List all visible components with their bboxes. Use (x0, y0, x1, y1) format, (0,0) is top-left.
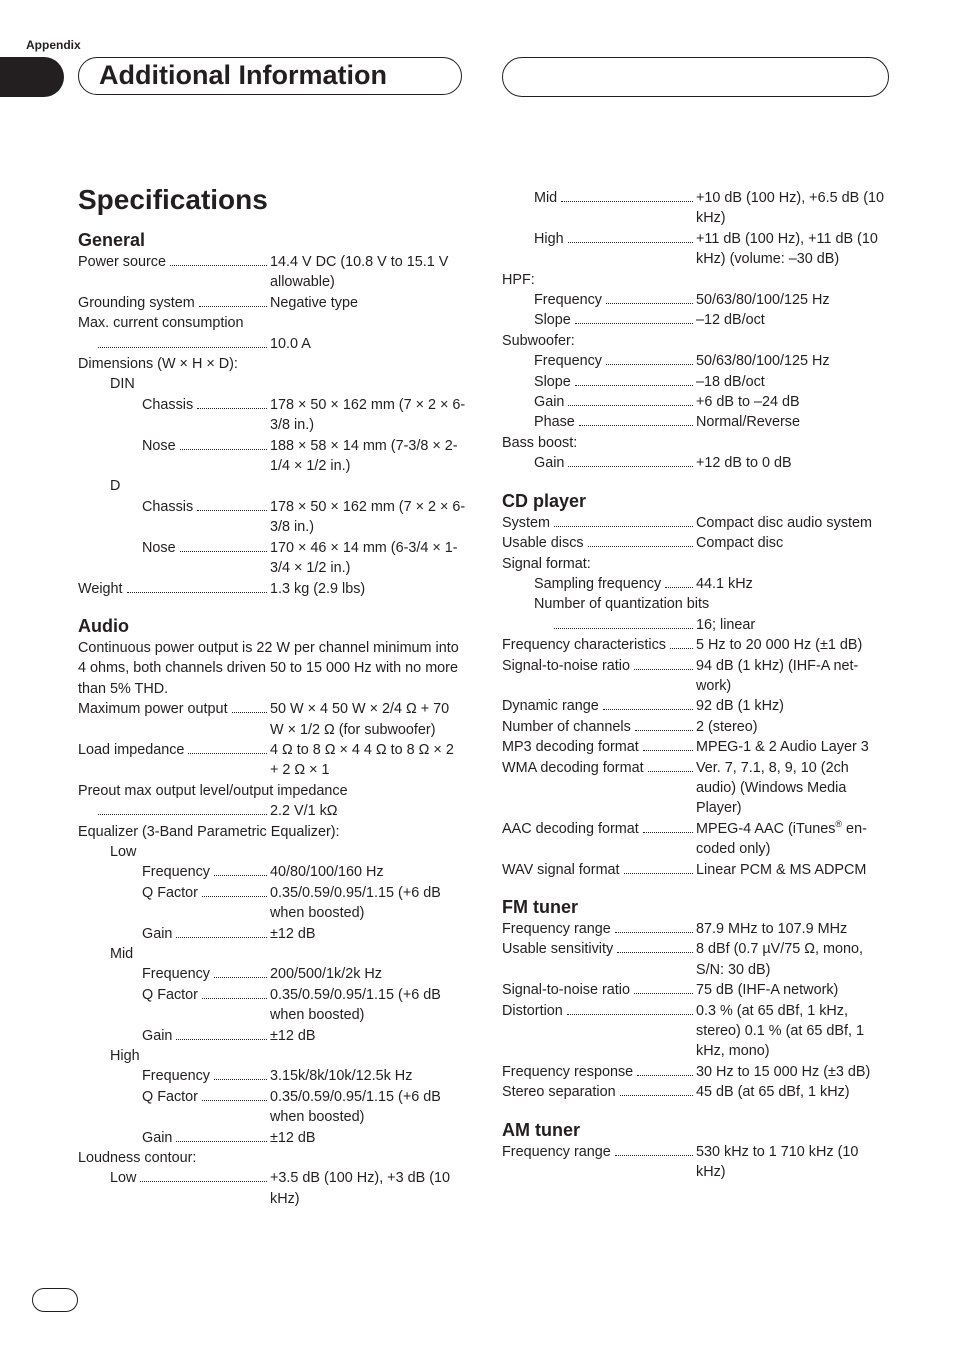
spec-row (502, 229, 890, 270)
right-column (502, 188, 890, 1182)
spec-row (78, 395, 466, 436)
spec-value: +6 dB to –24 dB (696, 394, 800, 411)
spec-value: 40/80/100/160 Hz (270, 864, 384, 881)
spec-label: AAC decoding format (502, 820, 639, 837)
spec-value: 94 dB (1 kHz) (IHF-A net-work) (696, 657, 859, 694)
spec-label: Maximum power output (78, 701, 228, 718)
spec-row (502, 656, 890, 697)
spec-value: 44.1 kHz (696, 575, 753, 592)
spec-value: ±12 dB (270, 925, 316, 942)
spec-label: Gain (142, 1027, 173, 1044)
spec-value: 0.35/0.59/0.95/1.15 (+6 dB when boosted) (270, 1088, 441, 1126)
spec-label: Equalizer (3-Band Parametric Equalizer): (78, 823, 340, 840)
spec-label: Chassis (142, 396, 194, 413)
spec-row (78, 985, 466, 1026)
spec-label: Chassis (142, 498, 194, 515)
spec-value: 45 dB (at 65 dBf, 1 kHz) (696, 1084, 850, 1101)
spec-row (78, 436, 466, 477)
spec-row (78, 801, 466, 821)
spec-row (502, 574, 890, 594)
spec-label: Slope (534, 373, 571, 390)
spec-value: ±12 dB (270, 1027, 316, 1044)
spec-label: Subwoofer: (502, 332, 575, 349)
spec-label: Q Factor (142, 1088, 198, 1105)
page-title: Specifications (78, 184, 268, 215)
spec-label: Q Factor (142, 884, 198, 901)
spec-row (502, 1142, 890, 1183)
spec-label: Nose (142, 539, 176, 556)
spec-label: Distortion (502, 1002, 563, 1019)
spec-value: Negative type (270, 294, 358, 311)
section-heading-am-tuner: AM tuner (502, 1119, 580, 1140)
spec-value: 50/63/80/100/125 Hz (696, 292, 830, 309)
spec-group-label: Mid (110, 946, 134, 962)
spec-row (502, 819, 890, 860)
spec-label: Gain (534, 394, 565, 411)
spec-value: 16; linear (696, 616, 756, 633)
spec-value: 4 Ω to 8 Ω × 4 4 Ω to 8 Ω × 2 + 2 Ω × 1 (270, 741, 454, 779)
spec-value: –18 dB/oct (696, 373, 765, 390)
spec-value: 0.35/0.59/0.95/1.15 (+6 dB when boosted) (270, 884, 441, 922)
spec-value (696, 819, 890, 860)
registered-mark: ® (835, 818, 843, 829)
spec-label: System (502, 514, 550, 531)
spec-value: 1.3 kg (2.9 lbs) (270, 580, 366, 597)
spec-row (502, 1001, 890, 1062)
spec-row (502, 188, 890, 229)
spec-label: Frequency characteristics (502, 637, 666, 654)
spec-row (502, 758, 890, 819)
spec-label: Sampling frequency (534, 575, 662, 592)
spec-label: Number of quantization bits (534, 596, 710, 613)
spec-value: Linear PCM & MS ADPCM (696, 861, 867, 878)
spec-label: Frequency (142, 1068, 210, 1085)
spec-row (78, 862, 466, 882)
spec-value: 50 W × 4 50 W × 2/4 Ω + 70 W × 1/2 Ω (for subwoofer) (270, 701, 450, 738)
section-heading-general: General (78, 230, 146, 250)
spec-row (78, 1128, 466, 1148)
spec-row (502, 737, 890, 757)
spec-label: Low (110, 1170, 137, 1187)
spec-value: 530 kHz to 1 710 kHz (10 kHz) (696, 1143, 859, 1181)
spec-row (502, 310, 890, 330)
spec-label: Power source (78, 254, 166, 270)
spec-label: Usable discs (502, 535, 584, 552)
spec-value: 178 × 50 × 162 mm (7 × 2 × 6-3/8 in.) (270, 396, 466, 434)
spec-row (502, 513, 890, 533)
spec-row (502, 372, 890, 392)
spec-label: Dynamic range (502, 698, 599, 715)
spec-value: +12 dB to 0 dB (696, 455, 792, 472)
spec-label: Preout max output level/output impedance (78, 782, 348, 799)
spec-label: Frequency (142, 864, 210, 881)
section-tab (0, 57, 64, 97)
spec-row (502, 635, 890, 655)
spec-label: Phase (534, 414, 575, 431)
spec-row (78, 252, 466, 293)
spec-label: Nose (142, 437, 176, 454)
spec-label: Slope (534, 312, 571, 329)
spec-value: 3.15k/8k/10k/12.5k Hz (270, 1068, 413, 1085)
spec-row (78, 924, 466, 944)
spec-row (78, 293, 466, 313)
spec-value: 10.0 A (270, 335, 311, 352)
spec-label: Frequency range (502, 921, 611, 937)
section-heading-cd-player: CD player (502, 490, 587, 511)
spec-label: Frequency (534, 353, 602, 370)
spec-label: Stereo separation (502, 1084, 616, 1101)
spec-row (502, 919, 890, 939)
spec-row (78, 964, 466, 984)
spec-value-part: MPEG-4 AAC (iTunes (696, 820, 836, 837)
spec-value: 75 dB (IHF-A network) (696, 982, 839, 999)
spec-row (502, 533, 890, 553)
spec-value: 2.2 V/1 kΩ (270, 803, 338, 820)
spec-row (78, 740, 466, 781)
spec-value: 188 × 58 × 14 mm (7-3/8 × 2-1/4 × 1/2 in.) (270, 437, 458, 475)
spec-row (502, 980, 890, 1000)
spec-value: Compact disc (696, 535, 784, 552)
spec-row (502, 453, 890, 473)
spec-row (78, 1026, 466, 1046)
spec-label: Gain (534, 455, 565, 472)
spec-row (78, 1168, 466, 1209)
spec-label: Frequency range (502, 1143, 611, 1160)
spec-label: Frequency response (502, 1063, 634, 1080)
spec-group-label: D (110, 478, 121, 495)
spec-group-label: Low (110, 843, 137, 860)
left-column (78, 229, 466, 1209)
spec-row (78, 1066, 466, 1086)
spec-group-label: High (110, 1048, 140, 1065)
spec-value: 5 Hz to 20 000 Hz (±1 dB) (696, 637, 863, 654)
section-title-box (78, 57, 462, 95)
spec-value: Ver. 7, 7.1, 8, 9, 10 (2ch audio) (Windows Media Player) (696, 759, 849, 817)
spec-label: MP3 decoding format (502, 739, 639, 756)
spec-value: Normal/Reverse (696, 414, 800, 431)
spec-label: Dimensions (W × H × D): (78, 356, 238, 373)
spec-value: Compact disc audio system (696, 514, 872, 531)
spec-value: 87.9 MHz to 107.9 MHz (696, 921, 848, 937)
spec-row (502, 717, 890, 737)
spec-row (502, 1062, 890, 1082)
spec-row (78, 883, 466, 924)
spec-label: Mid (534, 190, 558, 206)
spec-value: –12 dB/oct (696, 312, 765, 329)
spec-row (502, 392, 890, 412)
section-heading-fm-tuner: FM tuner (502, 897, 578, 917)
spec-value: 30 Hz to 15 000 Hz (±3 dB) (696, 1063, 871, 1080)
spec-value: 0.35/0.59/0.95/1.15 (+6 dB when boosted) (270, 986, 441, 1024)
spec-label: Number of channels (502, 718, 631, 735)
spec-row (78, 699, 466, 740)
spec-value: 8 dBf (0.7 µV/75 Ω, mono, S/N: 30 dB) (696, 941, 864, 978)
spec-group-label: DIN (110, 376, 135, 393)
spec-row (502, 615, 890, 635)
spec-row (502, 290, 890, 310)
empty-header-box (502, 57, 889, 97)
spec-label: Usable sensitivity (502, 941, 614, 958)
spec-row (78, 334, 466, 354)
spec-label: Load impedance (78, 741, 185, 758)
spec-value: 178 × 50 × 162 mm (7 × 2 × 6-3/8 in.) (270, 498, 466, 536)
spec-value: ±12 dB (270, 1129, 316, 1146)
spec-label: Loudness contour: (78, 1150, 197, 1167)
spec-row (78, 497, 466, 538)
spec-label: Max. current consumption (78, 315, 244, 332)
spec-label: High (534, 230, 564, 247)
spec-value: 92 dB (1 kHz) (696, 698, 784, 715)
spec-row (78, 538, 466, 579)
spec-label: Bass boost: (502, 434, 578, 451)
spec-value: +10 dB (100 Hz), +6.5 dB (10 kHz) (696, 190, 884, 227)
spec-row (502, 1082, 890, 1102)
appendix-label: Appendix (26, 38, 81, 52)
spec-value: 50/63/80/100/125 Hz (696, 353, 830, 370)
spec-value: 14.4 V DC (10.8 V to 15.1 V allowable) (270, 254, 449, 291)
spec-row (78, 579, 466, 599)
spec-row (502, 860, 890, 880)
spec-label: WAV signal format (502, 861, 620, 878)
spec-label: Signal format: (502, 555, 591, 572)
section-heading-audio: Audio (78, 615, 129, 636)
spec-value: 0.3 % (at 65 dBf, 1 kHz, stereo) 0.1 % (at 65 dBf, 1 kHz, mono) (696, 1002, 864, 1060)
spec-label: Weight (78, 580, 123, 597)
spec-label: Signal-to-noise ratio (502, 982, 630, 999)
spec-value: MPEG-1 & 2 Audio Layer 3 (696, 739, 869, 756)
spec-row (502, 939, 890, 980)
section-title: Additional Information (99, 60, 387, 90)
spec-value-part: en-coded only) (696, 820, 867, 858)
spec-label: Grounding system (78, 294, 195, 311)
spec-label: Q Factor (142, 986, 198, 1003)
spec-row (78, 1087, 466, 1128)
spec-value: +11 dB (100 Hz), +11 dB (10 kHz) (volume: –30 dB) (696, 230, 878, 268)
spec-value: 200/500/1k/2k Hz (270, 966, 382, 983)
spec-value: 2 (stereo) (696, 718, 758, 735)
spec-row (502, 351, 890, 371)
spec-label: Gain (142, 925, 173, 942)
spec-row (502, 412, 890, 432)
spec-label: WMA decoding format (502, 759, 644, 776)
spec-label: Frequency (142, 966, 210, 983)
spec-label: Frequency (534, 292, 602, 309)
audio-paragraph: Continuous power output is 22 W per channel minimum into 4 ohms, both channels driven 50 to 15 000 Hz with no more than 5% THD. (78, 639, 459, 697)
spec-label: HPF: (502, 271, 535, 288)
spec-label: Signal-to-noise ratio (502, 657, 630, 674)
spec-row (502, 696, 890, 716)
spec-label: Gain (142, 1129, 173, 1146)
spec-value: +3.5 dB (100 Hz), +3 dB (10 kHz) (270, 1170, 450, 1207)
page-number-box (32, 1288, 78, 1312)
spec-value: 170 × 46 × 14 mm (6-3/4 × 1-3/4 × 1/2 in.) (270, 539, 458, 577)
